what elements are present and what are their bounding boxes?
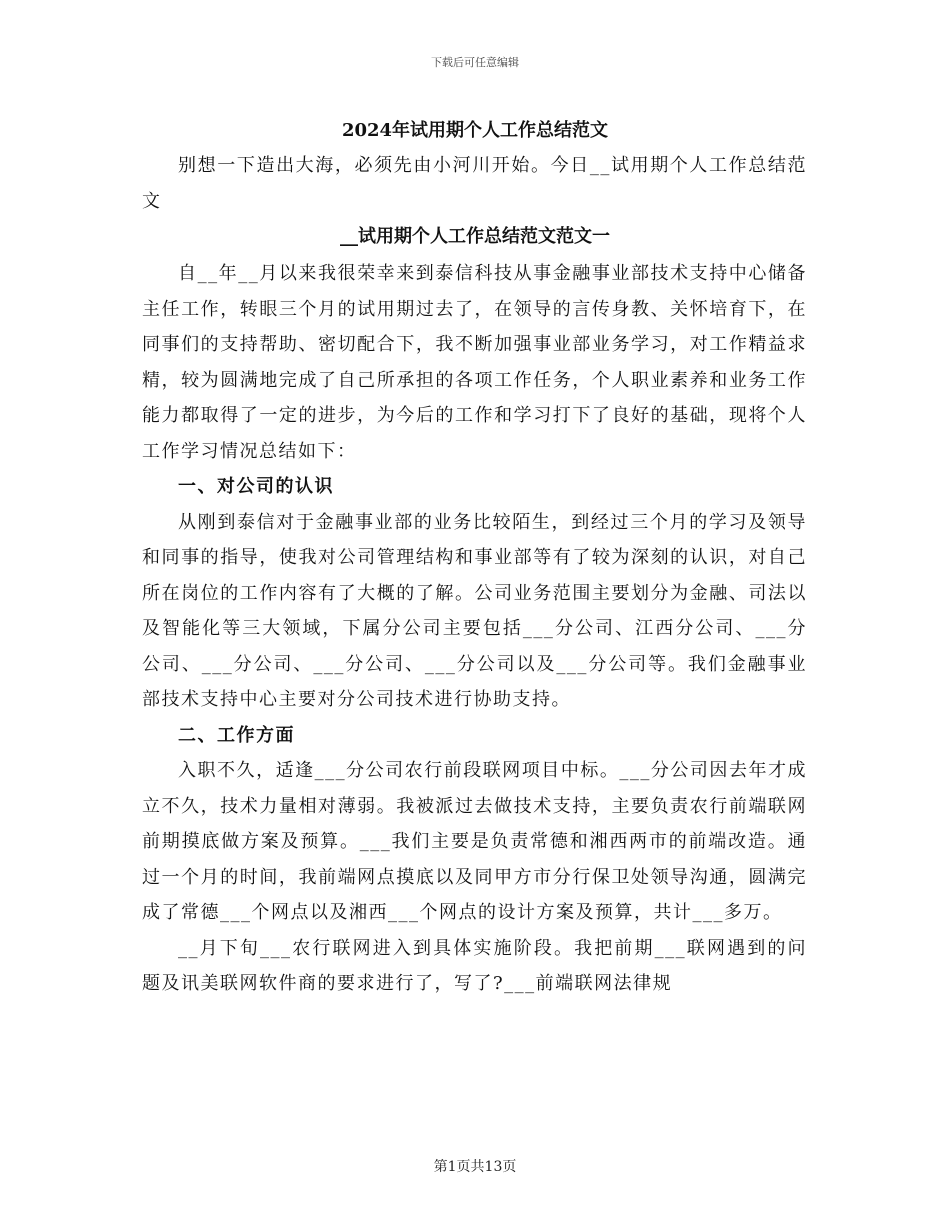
document-title: 2024年试用期个人工作总结范文 <box>341 120 609 141</box>
page-footer: 第1页共13页 <box>433 1159 517 1175</box>
intro-block <box>142 148 807 219</box>
paragraph-1: 自__年__月以来我很荣幸来到泰信科技从事金融事业部技术支持中心储备主任工作，转眼三个月的试用期过去了，在领导的言传身教、关怀培育下，在同事们的支持帮助、密切配合下，我不断加强事业部业务学习，对工作精益求精，较为圆满地完成了自己所承担的各项工作任务，个人职业素养和业务工作能力都取得了一定的进步，为今后的工作和学习打下了良好的基础，现将个人工作学习情况总结如下： <box>142 263 807 462</box>
heading-company: 一、对公司的认识 <box>178 476 334 497</box>
section-subtitle: __试用期个人工作总结范文范文一 <box>340 226 610 247</box>
header-note: 下载后可任意编辑 <box>431 56 519 69</box>
paragraph-3: 入职不久，适逢___分公司农行前段联网项目中标。___分公司因去年才成立不久，技术力量相对薄弱。我被派过去做技术支持，主要负责农行前端联网前期摸底做方案及预算。___我们主要是负责常德和湘西两市的前端改造。通过一个月的时间，我前端网点摸底以及同甲方市分行保卫处领导沟通，圆满完成了常德___个网点以及湘西___个网点的设计方案及预算，共计___多万。 <box>142 760 807 923</box>
heading-work: 二、工作方面 <box>178 724 295 746</box>
paragraph-4: __月下旬___农行联网进入到具体实施阶段。我把前期___联网遇到的问题及讯美联网软件商的要求进行了，写了?___前端联网法律规 <box>142 937 807 994</box>
intro-paragraph: 别想一下造出大海，必须先由小河川开始。今日__试用期个人工作总结范文 <box>142 155 807 212</box>
paragraph-2: 从刚到泰信对于金融事业部的业务比较陌生，到经过三个月的学习及领导和同事的指导，使我对公司管理结构和事业部等有了较为深刻的认识，对自己所在岗位的工作内容有了大概的了解。公司业务范围主要划分为金融、司法以及智能化等三大领域，下属分公司主要包括___分公司、江西分公司、___分公司、___分公司、___分公司、___分公司以及___分公司等。我们金融事业部技术支持中心主要对分公司技术进行协助支持。 <box>142 511 807 710</box>
main-body <box>142 256 807 1002</box>
